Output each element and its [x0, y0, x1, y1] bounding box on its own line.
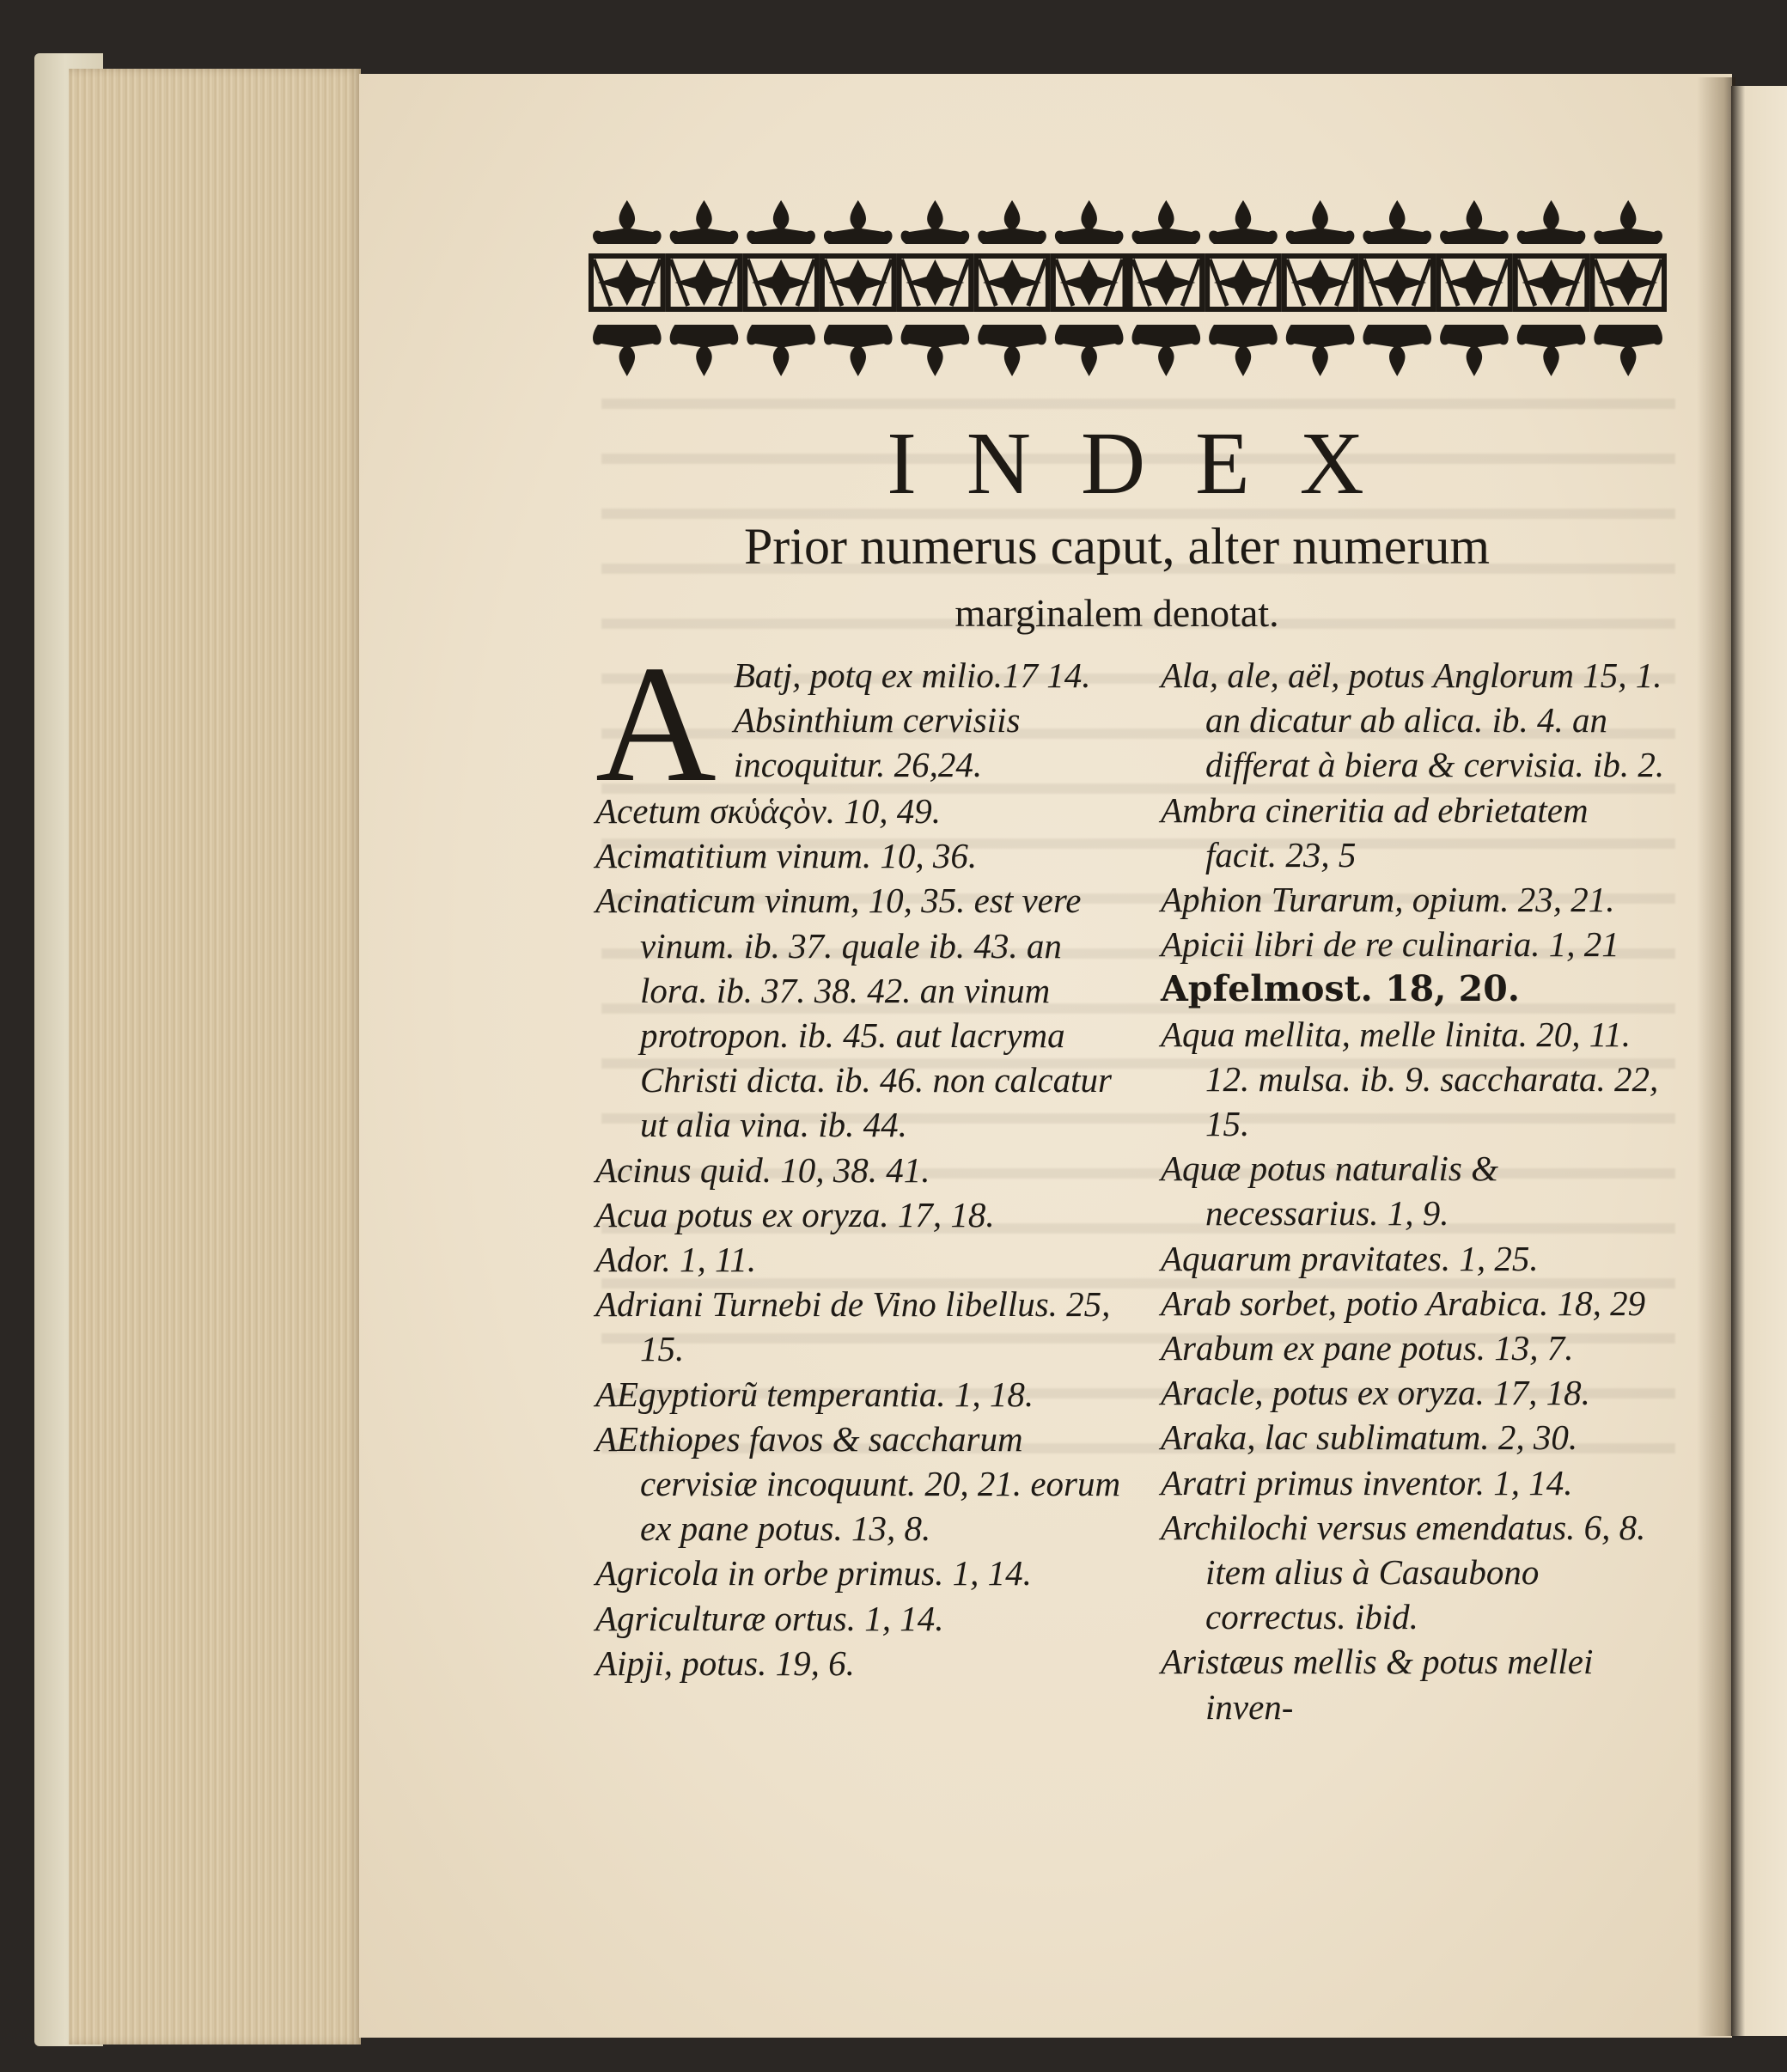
- page-subtitle: Prior numerus caput, alter numerum: [743, 518, 1491, 575]
- index-entry: Acua potus ex oryza. 17, 18.: [595, 1194, 995, 1234]
- next-page-edge: [1731, 86, 1787, 2036]
- drop-cap: A: [595, 631, 717, 817]
- index-entry: Arab sorbet, potio Arabica. 18, 29: [1161, 1283, 1646, 1323]
- index-entry: Agricola in orbe primus. 1, 14.: [595, 1553, 1032, 1594]
- index-entry: Aqua mellita, melle linita. 20, 11. 12. mulsa. ib. 9. saccharata. 22, 15.: [1161, 1014, 1659, 1144]
- index-entry: Aratri primus inventor. 1, 14.: [1161, 1462, 1573, 1502]
- page-subtitle-line2: marginalem denotat.: [954, 591, 1279, 635]
- right-entries: [1161, 653, 1668, 1729]
- index-entry: Aracle, potus ex oryza. 17, 18.: [1161, 1373, 1590, 1413]
- first-entry-text: Batj, potq ex milio.17 14. Absinthium cervisiis incoquitur. 26,24.: [733, 655, 1091, 785]
- page-title: INDEX: [887, 414, 1414, 513]
- index-entry: Acetum σκὑἁςὸν. 10, 49.: [595, 791, 942, 831]
- index-entry: Agriculturæ ortus. 1, 14.: [595, 1598, 944, 1638]
- page-edges: [69, 69, 361, 2045]
- index-entry: Apicii libri de re culinaria. 1, 21: [1161, 924, 1619, 965]
- gutter-shadow: [1697, 77, 1735, 2036]
- index-entry: Adriani Turnebi de Vino libellus. 25, 15.: [595, 1284, 1111, 1369]
- index-entry: Aphion Turarum, opium. 23, 21.: [1161, 880, 1615, 920]
- index-entry: Ala, ale, aël, potus Anglorum 15, 1. an dicatur ab alica. ib. 4. an differat à biera & cervisia. ib. 2.: [1161, 655, 1665, 785]
- ornamental-headpiece: [589, 196, 1667, 381]
- index-entry: Archilochi versus emendatus. 6, 8. item alius à Casaubono correctus. ibid.: [1161, 1507, 1646, 1637]
- index-entry: AEthiopes favos & saccharum cervisiæ incoquunt. 20, 21. eorum ex pane potus. 13, 8.: [595, 1418, 1121, 1549]
- index-entry: Acimatitium vinum. 10, 36.: [595, 836, 978, 876]
- index-entry: Arabum ex pane potus. 13, 7.: [1161, 1328, 1574, 1368]
- index-entry: Ador. 1, 11.: [595, 1240, 757, 1280]
- index-entry: AEgyptiorũ temperantia. 1, 18.: [595, 1374, 1034, 1414]
- index-entry: Aipji, potus. 19, 6.: [595, 1642, 855, 1683]
- index-column-right: [1161, 653, 1668, 1729]
- index-entry: Aristæus mellis & potus mellei inven-: [1161, 1642, 1594, 1727]
- index-entry: Aquarum pravitates. 1, 25.: [1161, 1238, 1539, 1278]
- index-entry: Acinus quid. 10, 38. 41.: [595, 1149, 930, 1190]
- left-entries: [595, 789, 1121, 1685]
- index-entry: Apfelmost. 18, 20.: [1161, 968, 1521, 1010]
- index-column-left: [595, 631, 1121, 1685]
- index-entry: Acinaticum vinum, 10, 35. est vere vinum. ib. 37. quale ib. 43. an lora. ib. 37. 38. 42. an vinum protropon. ib. 45. aut lacryma Christi dicta. ib. 46. non calcatur ut alia vina. ib. 44.: [595, 881, 1112, 1145]
- index-entry: Ambra cineritia ad ebrietatem facit. 23, 5: [1161, 789, 1589, 875]
- index-entry: Araka, lac sublimatum. 2, 30.: [1161, 1417, 1578, 1458]
- index-entry: Aquæ potus naturalis & necessarius. 1, 9.: [1161, 1149, 1498, 1234]
